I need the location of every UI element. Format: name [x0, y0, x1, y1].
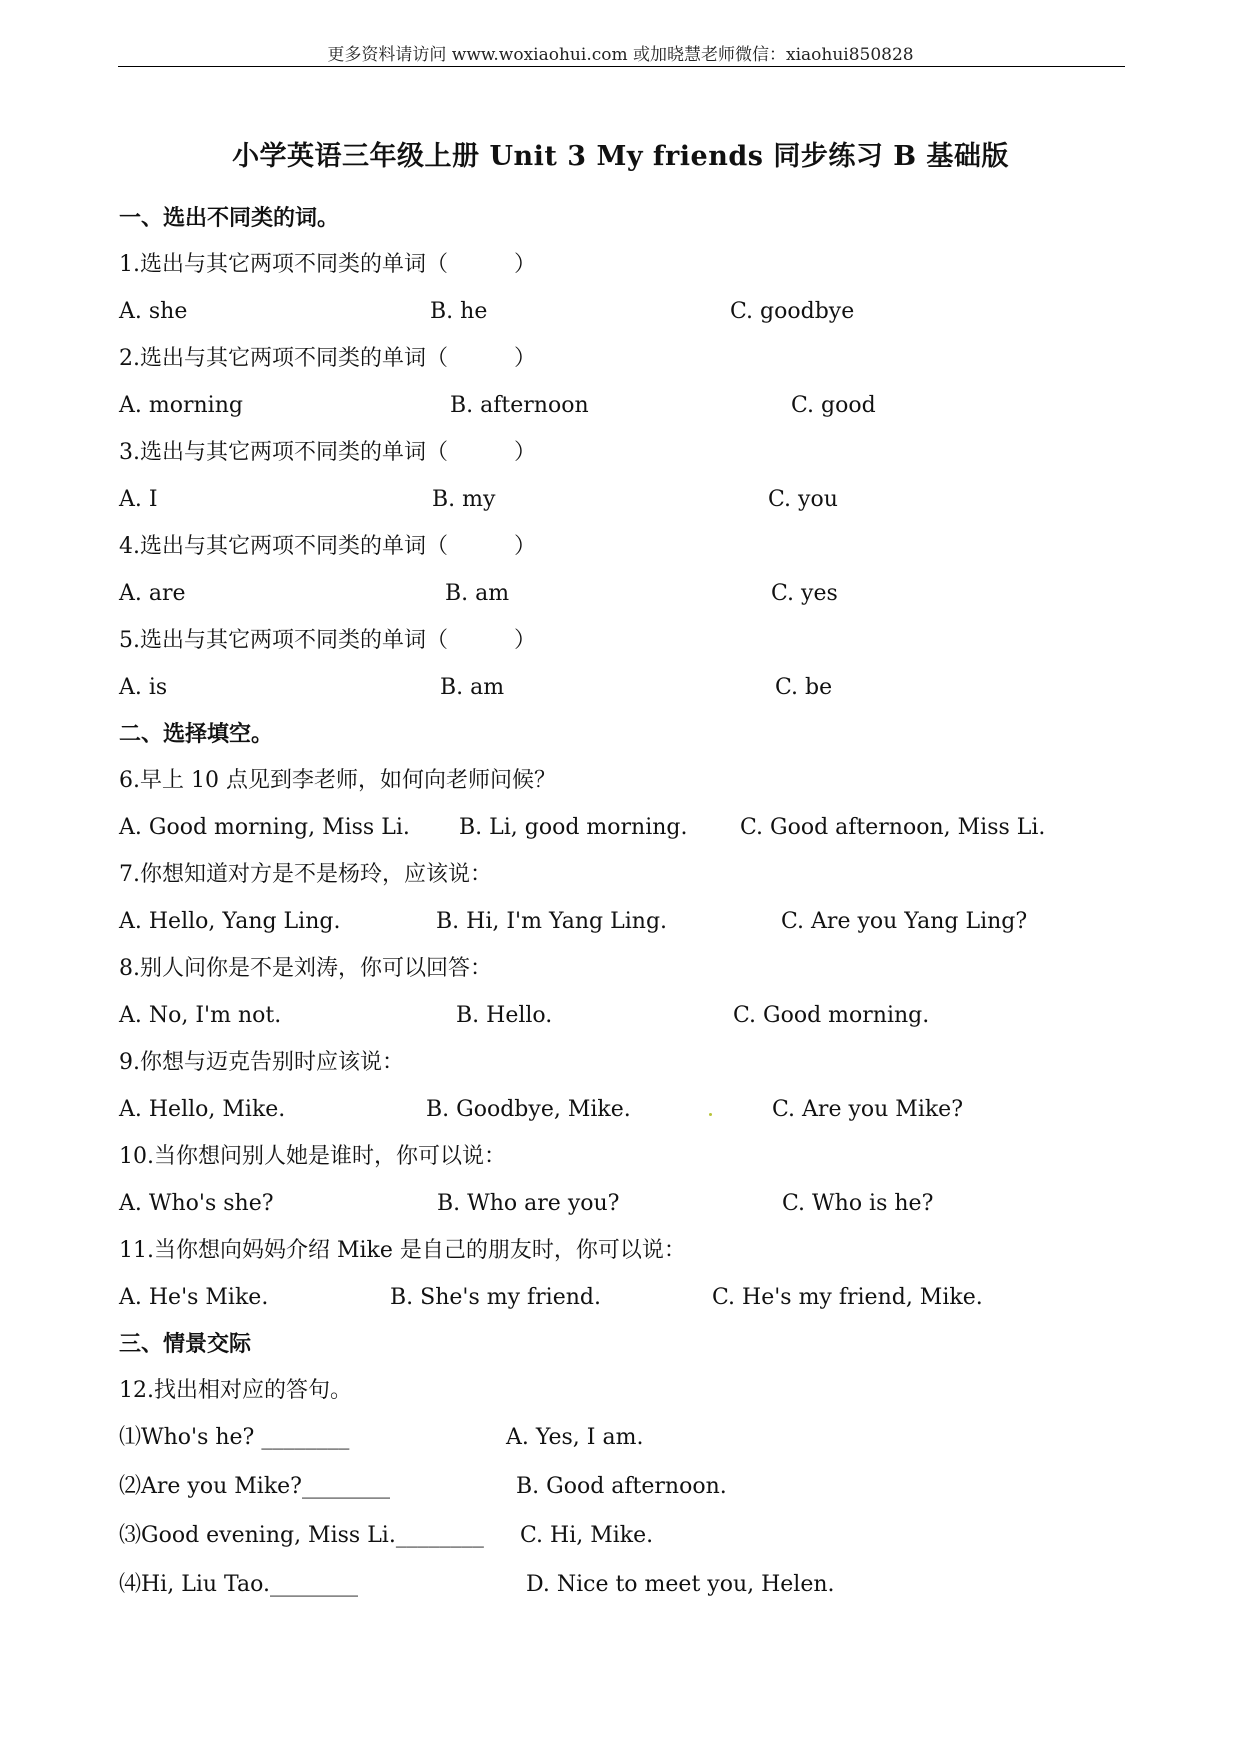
match-prompt-4: ⑷Hi, Liu Tao.________ [119, 1572, 358, 1597]
match-answer-b: B. Good afternoon. [516, 1474, 727, 1499]
question-6-option-a: A. Good morning, Miss Li. [119, 815, 410, 840]
question-7-stem: 7.你想知道对方是不是杨玲，应该说： [119, 862, 492, 887]
worksheet-title: 小学英语三年级上册 Unit 3 My friends 同步练习 B 基础版 [232, 141, 1009, 172]
question-4-stem: 4.选出与其它两项不同类的单词（ ） [119, 534, 536, 559]
question-8-option-a: A. No, I'm not. [119, 1003, 282, 1028]
question-7-option-a: A. Hello, Yang Ling. [119, 909, 341, 934]
question-4-option-a: A. are [119, 581, 186, 606]
match-prompt-3: ⑶Good evening, Miss Li.________ [119, 1523, 484, 1548]
question-4-option-b: B. am [445, 581, 510, 606]
section-heading-1: 一、选出不同类的词。 [119, 206, 340, 231]
question-2-option-a: A. morning [119, 393, 243, 418]
header-divider [118, 66, 1125, 67]
question-12-stem: 12.找出相对应的答句。 [119, 1378, 352, 1403]
question-5-option-b: B. am [440, 675, 505, 700]
question-7-option-b: B. Hi, I'm Yang Ling. [436, 909, 668, 934]
question-11-option-a: A. He's Mike. [119, 1285, 269, 1310]
question-3-option-b: B. my [432, 487, 496, 512]
question-10-stem: 10.当你想问别人她是谁时，你可以说： [119, 1144, 506, 1169]
question-9-option-b: B. Goodbye, Mike. [426, 1097, 631, 1122]
speck-mark [709, 1113, 712, 1116]
question-1-option-a: A. she [119, 299, 188, 324]
question-8-option-b: B. Hello. [456, 1003, 553, 1028]
page-header: 更多资料请访问 www.woxiaohui.com 或加晓慧老师微信：xiaohui850828 [327, 45, 914, 65]
question-5-option-a: A. is [119, 675, 168, 700]
question-1-option-b: B. he [430, 299, 488, 324]
question-3-stem: 3.选出与其它两项不同类的单词（ ） [119, 440, 536, 465]
match-prompt-1: ⑴Who's he? ________ [119, 1425, 350, 1450]
question-11-stem: 11.当你想向妈妈介绍 Mike 是自己的朋友时，你可以说： [119, 1238, 686, 1263]
question-10-option-c: C. Who is he? [782, 1191, 934, 1216]
question-8-option-c: C. Good morning. [733, 1003, 930, 1028]
question-5-option-c: C. be [775, 675, 833, 700]
question-9-option-a: A. Hello, Mike. [119, 1097, 286, 1122]
question-9-option-c: C. Are you Mike? [772, 1097, 963, 1122]
question-2-stem: 2.选出与其它两项不同类的单词（ ） [119, 346, 536, 371]
question-4-option-c: C. yes [771, 581, 838, 606]
question-1-option-c: C. goodbye [730, 299, 855, 324]
question-9-stem: 9.你想与迈克告别时应该说： [119, 1050, 404, 1075]
match-answer-d: D. Nice to meet you, Helen. [526, 1572, 835, 1597]
question-7-option-c: C. Are you Yang Ling? [781, 909, 1028, 934]
question-10-option-b: B. Who are you? [437, 1191, 620, 1216]
question-1-stem: 1.选出与其它两项不同类的单词（ ） [119, 252, 536, 277]
question-8-stem: 8.别人问你是不是刘涛，你可以回答： [119, 956, 492, 981]
question-6-stem: 6.早上 10 点见到李老师，如何向老师问候？ [119, 768, 556, 793]
match-answer-c: C. Hi, Mike. [520, 1523, 654, 1548]
question-2-option-b: B. afternoon [450, 393, 589, 418]
section-heading-2: 二、选择填空。 [119, 722, 274, 747]
question-2-option-c: C. good [791, 393, 876, 418]
question-3-option-c: C. you [768, 487, 838, 512]
question-11-option-b: B. She's my friend. [390, 1285, 601, 1310]
match-answer-a: A. Yes, I am. [506, 1425, 644, 1450]
match-prompt-2: ⑵Are you Mike?________ [119, 1474, 390, 1499]
question-6-option-b: B. Li, good morning. [459, 815, 688, 840]
question-5-stem: 5.选出与其它两项不同类的单词（ ） [119, 628, 536, 653]
question-11-option-c: C. He's my friend, Mike. [712, 1285, 983, 1310]
question-3-option-a: A. I [119, 487, 158, 512]
question-10-option-a: A. Who's she? [119, 1191, 274, 1216]
section-heading-3: 三、情景交际 [119, 1332, 252, 1357]
question-6-option-c: C. Good afternoon, Miss Li. [740, 815, 1046, 840]
